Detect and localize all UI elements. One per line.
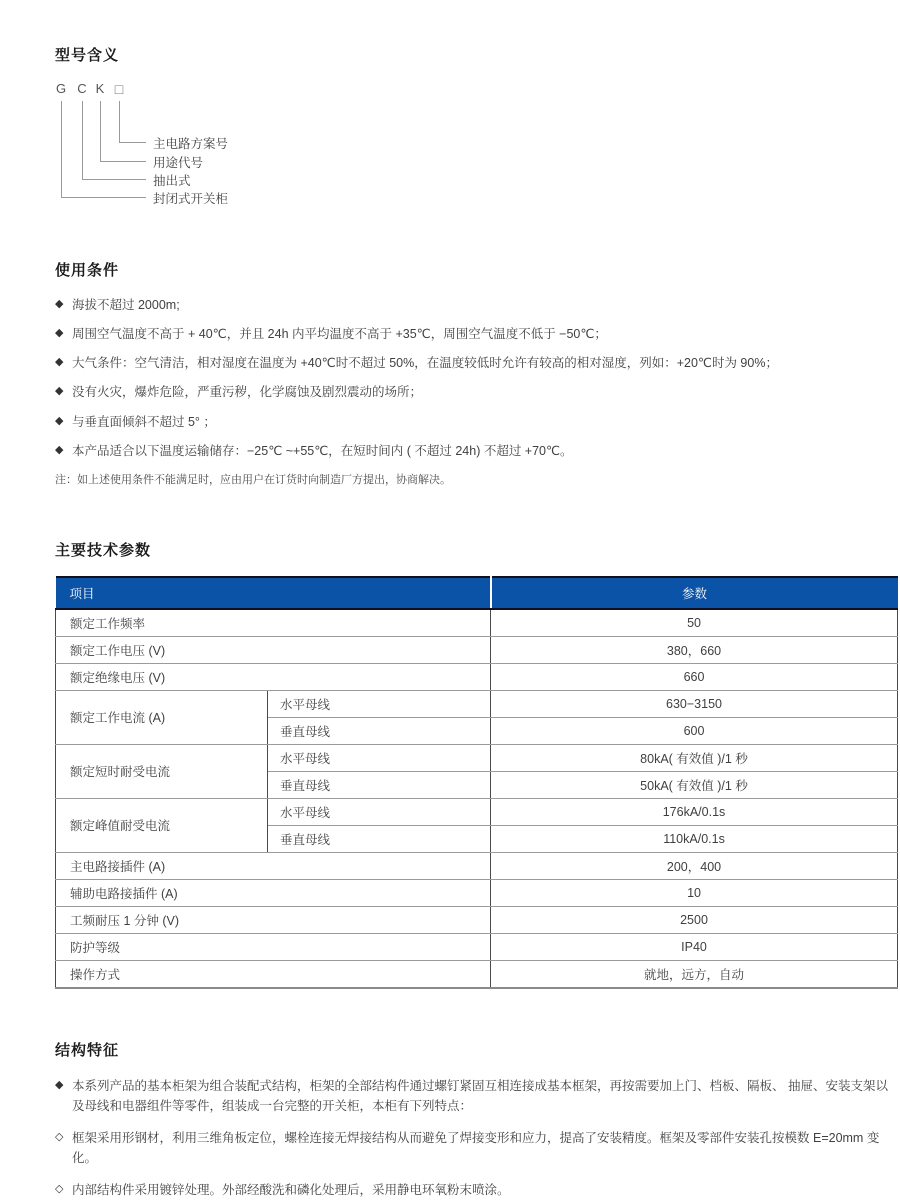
model-code-letter: K (95, 81, 105, 96)
diamond-bullet-icon: ◆ (55, 443, 64, 456)
param-value-cell: 2500 (491, 906, 898, 933)
param-value-cell: 80kA( 有效值 )/1 秒 (491, 744, 898, 771)
usage-condition-item (55, 383, 897, 401)
diamond-bullet-icon: ◆ (55, 298, 64, 310)
params-table-body (56, 609, 898, 988)
param-sub-cell: 垂直母线 (268, 825, 491, 852)
diamond-bullet-icon: ◆ (55, 327, 64, 340)
usage-condition-text: 大气条件：空气清洁，相对湿度在温度为 +40℃时不超过 50%，在温度较低时允许有较高的相对湿度，列如：+20℃时为 90%； (72, 356, 778, 371)
table-row (56, 690, 898, 717)
usage-condition-text: 本产品适合以下温度运输储存：−25℃ ~+55℃，在短时间内 ( 不超过 24h) 不超过 +70℃。 (72, 443, 573, 458)
param-sub-cell: 水平母线 (268, 798, 491, 825)
param-value-cell: 50 (491, 609, 898, 637)
param-sub-cell: 垂直母线 (268, 771, 491, 798)
structure-feature-text: 内部结构件采用镀锌处理。外部经酸洗和磷化处理后，采用静电环氧粉末喷涂。 (72, 1182, 510, 1197)
structure-feature-list (55, 1076, 897, 1200)
param-value-cell: 600 (491, 717, 898, 744)
param-value-cell: 660 (491, 663, 898, 690)
structure-feature-item (55, 1180, 897, 1200)
param-name-cell: 工频耐压 1 分钟 (V) (56, 906, 491, 933)
param-sub-cell: 水平母线 (268, 690, 491, 717)
param-value-cell: 就地，远方，自动 (491, 960, 898, 988)
model-code-letter: G (55, 81, 67, 96)
table-header-row (56, 577, 898, 609)
structure-feature-item (55, 1128, 897, 1168)
table-row (56, 798, 898, 825)
usage-condition-item (55, 354, 897, 372)
param-name-cell: 主电路接插件 (A) (56, 852, 491, 879)
model-section-title: 型号含义 (55, 47, 120, 64)
model-code-label: 用途代号 (153, 156, 204, 170)
diamond-bullet-icon: ◆ (55, 1078, 64, 1091)
usage-condition-item (55, 325, 897, 343)
model-code-letter: □ (114, 81, 124, 97)
diamond-bullet-icon: ◇ (55, 1130, 64, 1143)
code-connector-line (119, 101, 146, 143)
param-value-cell: 50kA( 有效值 )/1 秒 (491, 771, 898, 798)
table-row (56, 744, 898, 771)
param-value-cell: 200，400 (491, 852, 898, 879)
usage-condition-item (55, 413, 897, 431)
diamond-bullet-icon: ◆ (55, 385, 64, 398)
model-code-label: 主电路方案号 (153, 137, 229, 151)
param-name-cell: 额定工作电流 (A) (56, 690, 268, 744)
params-table (55, 576, 898, 989)
param-value-cell: 110kA/0.1s (491, 825, 898, 852)
model-code-letter: C (77, 81, 87, 96)
param-name-cell: 操作方式 (56, 960, 491, 988)
usage-condition-text: 与垂直面倾斜不超过 5° ； (72, 414, 216, 429)
structure-feature-text: 框架采用形钢材，利用三维角板定位，螺栓连接无焊接结构从而避免了焊接变形和应力，提高了安装精度。框架及零部件安装孔按模数 E=20mm 变化。 (72, 1130, 880, 1165)
params-section (55, 539, 897, 989)
param-sub-cell: 垂直母线 (268, 717, 491, 744)
param-name-cell: 辅助电路接插件 (A) (56, 879, 491, 906)
param-name-cell: 额定短时耐受电流 (56, 744, 268, 798)
diamond-bullet-icon: ◇ (55, 1182, 64, 1195)
usage-section (55, 259, 897, 487)
param-value-cell: 10 (491, 879, 898, 906)
usage-condition-list (55, 296, 897, 460)
table-row (56, 879, 898, 906)
params-section-title: 主要技术参数 (55, 541, 152, 559)
model-code-label: 封闭式开关柜 (153, 192, 229, 206)
table-row (56, 906, 898, 933)
table-row (56, 609, 898, 637)
usage-condition-text: 周围空气温度不高于 + 40℃，并且 24h 内平均温度不高于 +35℃，周围空气温度不低于 −50℃； (72, 327, 607, 342)
header-cell-item: 项目 (56, 577, 491, 609)
param-sub-cell: 水平母线 (268, 744, 491, 771)
param-name-cell: 额定绝缘电压 (V) (56, 663, 491, 690)
table-row (56, 933, 898, 960)
table-row (56, 852, 898, 879)
usage-condition-item (55, 442, 897, 460)
diamond-bullet-icon: ◆ (55, 356, 64, 369)
usage-section-title: 使用条件 (55, 262, 120, 279)
param-value-cell: IP40 (491, 933, 898, 960)
model-code-diagram (55, 81, 897, 209)
param-name-cell: 额定工作电压 (V) (56, 636, 491, 663)
table-row (56, 636, 898, 663)
usage-condition-text: 海拔不超过 2000m; (72, 298, 180, 312)
structure-section (55, 1039, 897, 1200)
param-name-cell: 额定峰值耐受电流 (56, 798, 268, 852)
diamond-bullet-icon: ◆ (55, 414, 64, 427)
table-row (56, 960, 898, 988)
structure-section-title: 结构特征 (55, 1041, 120, 1059)
param-value-cell: 176kA/0.1s (491, 798, 898, 825)
param-value-cell: 380，660 (491, 636, 898, 663)
usage-note: 注：如上述使用条件不能满足时，应由用户在订货时向制造厂方提出，协商解决。 (55, 473, 451, 486)
header-cell-param: 参数 (491, 577, 898, 609)
param-name-cell: 防护等级 (56, 933, 491, 960)
model-code-label: 抽出式 (153, 174, 191, 188)
usage-condition-text: 没有火灾，爆炸危险，严重污秽，化学腐蚀及剧烈震动的场所； (72, 385, 423, 400)
table-row (56, 663, 898, 690)
structure-feature-item (55, 1076, 897, 1116)
structure-feature-text: 本系列产品的基本柜架为组合装配式结构，柜架的全部结构件通过螺钉紧固互相连接成基本框架，再按需要加上门、档板、隔板、 抽屉、安装支架以及母线和电器组件等零件，组装成一台完整的开关柜，本柜有下列特点： (72, 1078, 888, 1113)
usage-condition-item (55, 296, 897, 314)
param-name-cell: 额定工作频率 (56, 609, 491, 637)
param-value-cell: 630−3150 (491, 690, 898, 717)
